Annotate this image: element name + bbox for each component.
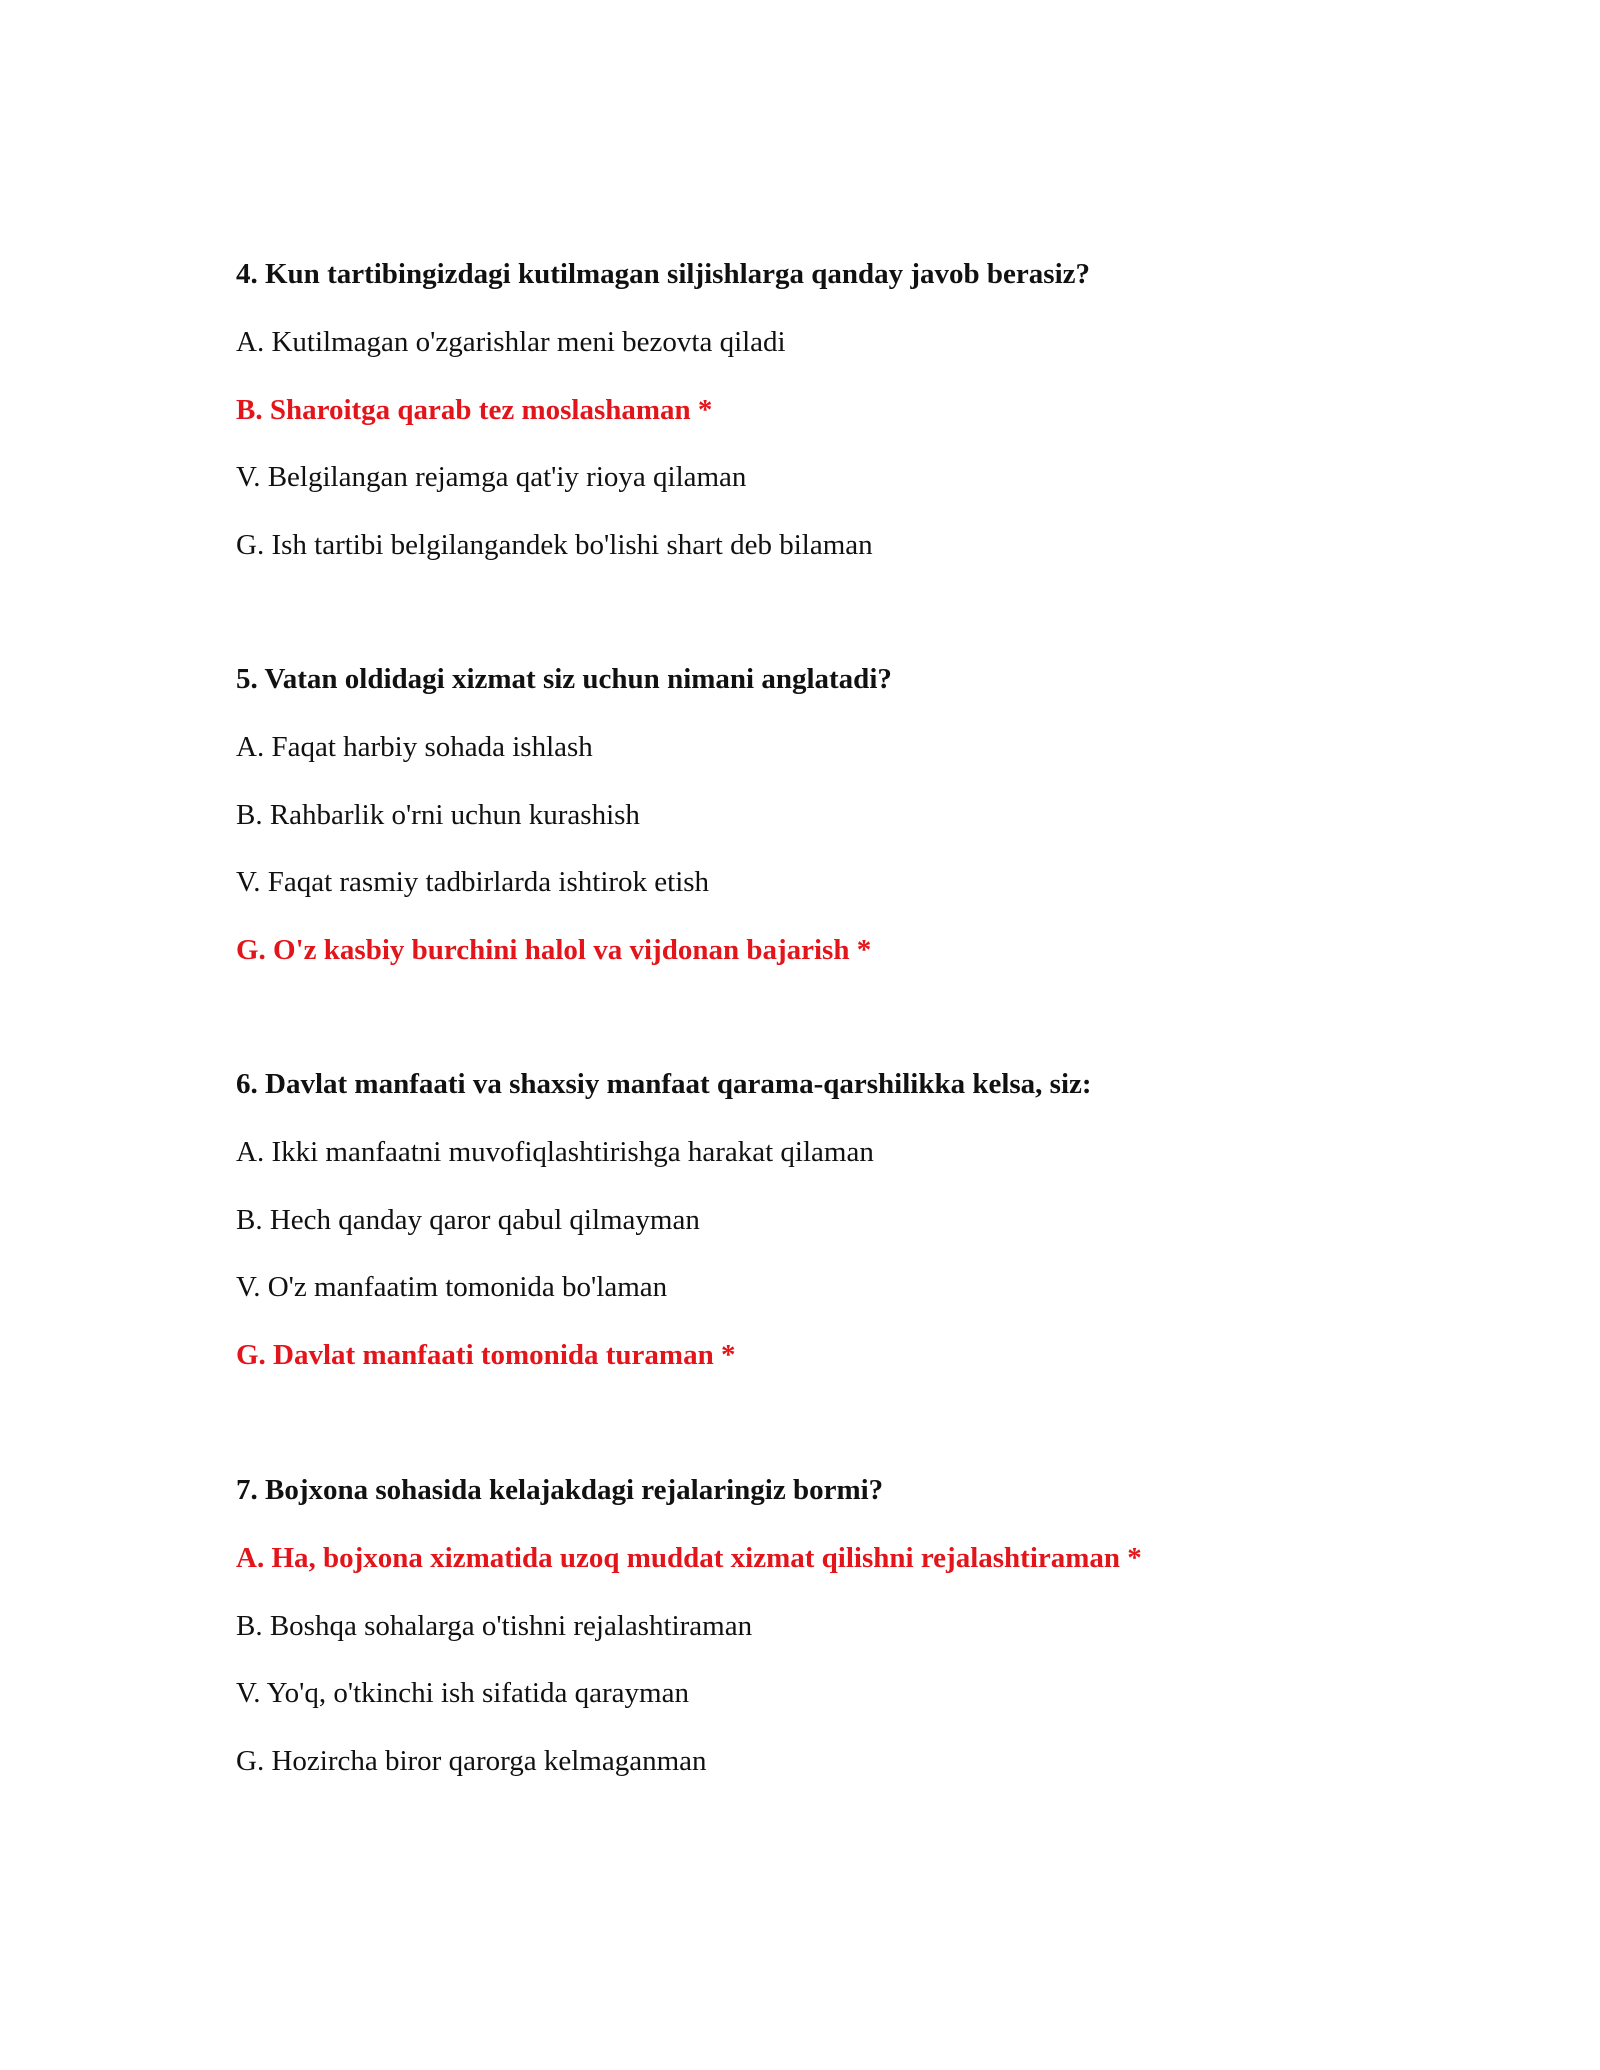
answer-option-a: A. Faqat harbiy sohada ishlash — [236, 731, 593, 763]
answer-option-b-correct: B. Sharoitga qarab tez moslashaman * — [236, 394, 713, 426]
answer-option-a: A. Ikki manfaatni muvofiqlashtirishga harakat qilaman — [236, 1136, 874, 1168]
answer-option-g-correct: G. Davlat manfaati tomonida turaman * — [236, 1339, 736, 1371]
question-title: 4. Kun tartibingizdagi kutilmagan siljishlarga qanday javob berasiz? — [236, 258, 1091, 290]
answer-option-v: V. O'z manfaatim tomonida bo'laman — [236, 1271, 668, 1303]
answer-option-a: A. Kutilmagan o'zgarishlar meni bezovta qiladi — [236, 326, 786, 358]
answer-option-a-correct: A. Ha, bojxona xizmatida uzoq muddat xizmat qilishni rejalashtiraman * — [236, 1542, 1142, 1574]
answer-option-b: B. Rahbarlik o'rni uchun kurashish — [236, 799, 640, 831]
question-title: 7. Bojxona sohasida kelajakdagi rejalaringiz bormi? — [236, 1474, 884, 1506]
answer-option-b: B. Hech qanday qaror qabul qilmayman — [236, 1204, 700, 1236]
answer-option-g-correct: G. O'z kasbiy burchini halol va vijdonan bajarish * — [236, 934, 872, 966]
answer-option-g: G. Ish tartibi belgilangandek bo'lishi shart deb bilaman — [236, 529, 873, 561]
answer-option-v: V. Faqat rasmiy tadbirlarda ishtirok etish — [236, 866, 710, 898]
answer-option-g: G. Hozircha biror qarorga kelmaganman — [236, 1745, 707, 1777]
question-title: 6. Davlat manfaati va shaxsiy manfaat qarama-qarshilikka kelsa, siz: — [236, 1068, 1092, 1100]
answer-option-b: B. Boshqa sohalarga o'tishni rejalashtiraman — [236, 1610, 753, 1642]
question-title: 5. Vatan oldidagi xizmat siz uchun nimani anglatadi? — [236, 663, 892, 695]
answer-option-v: V. Yo'q, o'tkinchi ish sifatida qarayman — [236, 1677, 689, 1709]
answer-option-v: V. Belgilangan rejamga qat'iy rioya qilaman — [236, 461, 747, 493]
